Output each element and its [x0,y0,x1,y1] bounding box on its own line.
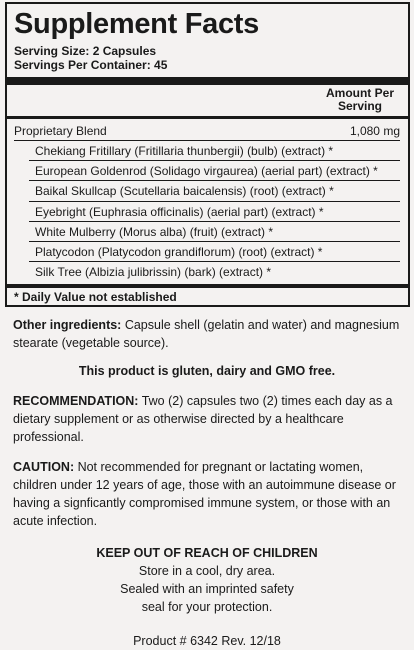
recommendation [13,392,405,446]
amount-per-serving-header [320,87,400,113]
ingredient-row: Baikal Skullcap (Scutellaria baicalensis) (root) (extract) * [29,181,400,201]
amount-header-line1: Amount Per [325,86,394,100]
caution-text: Not recommended for pregnant or lactating women, children under 12 years of age, those with an autoimmune disease or having a signficantly compromised immune system, or those with an acute infection. [13,460,396,528]
daily-value-note: * Daily Value not established [14,290,177,304]
header-divider [7,116,408,119]
product-number: Product # 6342 Rev. 12/18 [133,634,281,648]
thick-divider [7,77,408,85]
ingredient-row: Eyebright (Euphrasia officinalis) (aerial part) (extract) * [29,202,400,222]
blend-amount: 1,080 mg [349,124,400,138]
other-ingredients-label: Other ingredients: [13,318,122,332]
proprietary-blend-row [14,121,400,141]
storage-line-3: seal for your protection. [141,600,273,614]
storage-line-2: Sealed with an imprinted safety [120,582,294,596]
blend-name: Proprietary Blend [14,124,107,138]
storage-line-1: Store in a cool, dry area. [138,564,276,578]
keep-out-of-reach: KEEP OUT OF REACH OF CHILDREN [96,546,318,560]
amount-header-line2: Serving [337,99,382,113]
ingredient-row: Silk Tree (Albizia julibrissin) (bark) (extract) * [35,265,272,280]
other-ingredients-text: Capsule shell (gelatin and water) and magnesium stearate (vegetable source). [13,318,400,350]
caution [13,458,405,530]
facts-title: Supplement Facts [14,8,259,40]
ingredient-row: Chekiang Fritillary (Fritillaria thunbergii) (bulb) (extract) * [29,141,400,161]
serving-size: Serving Size: 2 Capsules [14,44,157,58]
bottom-divider [7,284,408,288]
ingredient-row: European Goldenrod (Solidago virgaurea) (aerial part) (extract) * [29,161,400,181]
ingredient-row: Platycodon (Platycodon grandiflorum) (root) (extract) * [29,242,400,262]
ingredient-row: White Mulberry (Morus alba) (fruit) (extract) * [29,222,400,242]
ingredient-list [29,141,400,282]
servings-per-container: Servings Per Container: 45 [14,58,168,72]
caution-label: CAUTION: [13,460,75,474]
recommendation-label: RECOMMENDATION: [13,394,139,408]
free-from-statement: This product is gluten, dairy and GMO free. [78,364,336,378]
supplement-facts-panel [5,2,410,307]
other-ingredients [13,316,405,352]
recommendation-text: Two (2) capsules two (2) times each day as a dietary supplement or as otherwise directed by a healthcare professional. [13,394,393,444]
